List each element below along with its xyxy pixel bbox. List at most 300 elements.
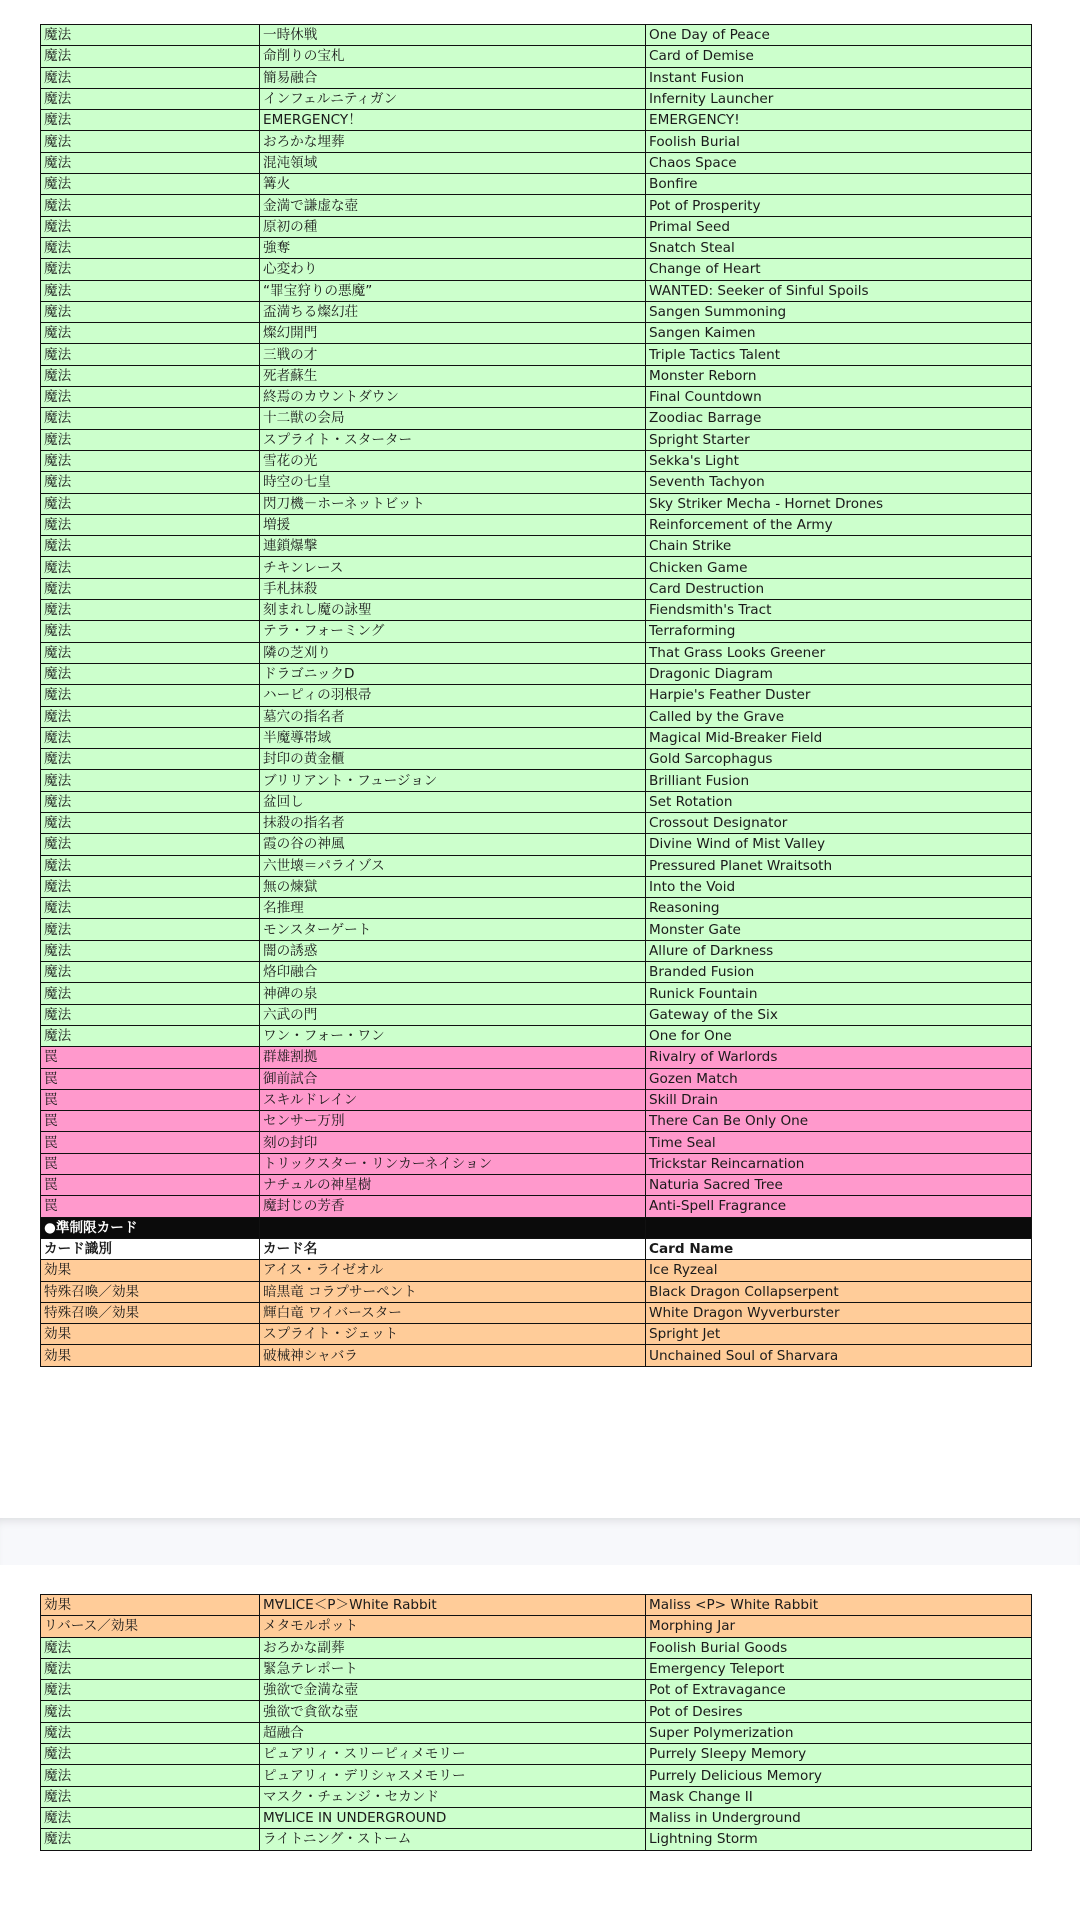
card-type-cell: 罠 <box>41 1111 260 1132</box>
card-name-en-cell: Foolish Burial <box>646 131 1032 152</box>
card-name-en-cell: Gold Sarcophagus <box>646 749 1032 770</box>
card-name-jp-cell: 閃刀機－ホーネットビット <box>260 493 646 514</box>
card-name-en-cell: Change of Heart <box>646 259 1032 280</box>
card-name-en-cell: Lightning Storm <box>646 1829 1032 1850</box>
table-row <box>41 1807 1032 1828</box>
card-type-cell: 魔法 <box>41 1658 260 1679</box>
card-type-cell: 魔法 <box>41 706 260 727</box>
card-name-jp-cell: 死者蘇生 <box>260 365 646 386</box>
card-type-cell: 魔法 <box>41 898 260 919</box>
card-name-en-cell: Card of Demise <box>646 46 1032 67</box>
table-row <box>41 1786 1032 1807</box>
card-name-jp-cell: カード名 <box>260 1238 646 1259</box>
card-type-cell: 罠 <box>41 1089 260 1110</box>
card-name-jp-cell: ワン・フォー・ワン <box>260 1025 646 1046</box>
card-name-jp-cell <box>260 1217 646 1238</box>
card-type-cell: 魔法 <box>41 67 260 88</box>
card-type-cell: 魔法 <box>41 259 260 280</box>
card-name-jp-cell: 手札抹殺 <box>260 578 646 599</box>
card-name-en-cell: Final Countdown <box>646 387 1032 408</box>
card-type-cell: 魔法 <box>41 834 260 855</box>
card-type-cell: 魔法 <box>41 450 260 471</box>
card-type-cell: 罠 <box>41 1047 260 1068</box>
card-type-cell: 魔法 <box>41 791 260 812</box>
table-row <box>41 365 1032 386</box>
card-name-jp-cell: EMERGENCY！ <box>260 110 646 131</box>
card-name-jp-cell: マスク・チェンジ・セカンド <box>260 1786 646 1807</box>
card-name-en-cell: Card Destruction <box>646 578 1032 599</box>
table-row <box>41 621 1032 642</box>
card-name-en-cell: Chain Strike <box>646 536 1032 557</box>
card-name-en-cell: Snatch Steal <box>646 237 1032 258</box>
card-name-jp-cell: スプライト・スターター <box>260 429 646 450</box>
card-name-en-cell: There Can Be Only One <box>646 1111 1032 1132</box>
card-type-cell: 魔法 <box>41 88 260 109</box>
card-name-en-cell: Divine Wind of Mist Valley <box>646 834 1032 855</box>
card-name-en-cell: Crossout Designator <box>646 812 1032 833</box>
card-name-jp-cell: M∀LICE IN UNDERGROUND <box>260 1807 646 1828</box>
card-name-en-cell: Pot of Extravagance <box>646 1680 1032 1701</box>
table-row <box>41 67 1032 88</box>
card-name-en-cell: Skill Drain <box>646 1089 1032 1110</box>
table-row <box>41 152 1032 173</box>
card-type-cell: 魔法 <box>41 174 260 195</box>
card-type-cell: カード識別 <box>41 1238 260 1259</box>
card-name-en-cell: Reinforcement of the Army <box>646 514 1032 535</box>
card-name-jp-cell: おろかな副葬 <box>260 1637 646 1658</box>
card-name-jp-cell: 連鎖爆撃 <box>260 536 646 557</box>
table-row <box>41 1324 1032 1345</box>
table-row <box>41 940 1032 961</box>
card-name-en-cell: Terraforming <box>646 621 1032 642</box>
card-name-jp-cell: ナチュルの神星樹 <box>260 1175 646 1196</box>
card-type-cell: ●準制限カード <box>41 1217 260 1238</box>
card-type-cell: 罠 <box>41 1132 260 1153</box>
table-row <box>41 1637 1032 1658</box>
card-name-jp-cell: 名推理 <box>260 898 646 919</box>
table-row <box>41 1658 1032 1679</box>
card-type-cell: 魔法 <box>41 110 260 131</box>
card-name-jp-cell: “罪宝狩りの悪魔” <box>260 280 646 301</box>
card-name-en-cell: Morphing Jar <box>646 1616 1032 1637</box>
table-row <box>41 1616 1032 1637</box>
card-name-en-cell: One Day of Peace <box>646 25 1032 46</box>
card-list-body <box>41 25 1032 1367</box>
card-type-cell: 魔法 <box>41 962 260 983</box>
card-type-cell: 魔法 <box>41 493 260 514</box>
table-row <box>41 770 1032 791</box>
table-row <box>41 1680 1032 1701</box>
card-name-en-cell: Mask Change II <box>646 1786 1032 1807</box>
card-name-en-cell: Brilliant Fusion <box>646 770 1032 791</box>
card-name-en-cell: Naturia Sacred Tree <box>646 1175 1032 1196</box>
card-name-en-cell: WANTED: Seeker of Sinful Spoils <box>646 280 1032 301</box>
table-row <box>41 1196 1032 1217</box>
card-list-table <box>40 24 1032 1367</box>
card-type-cell: 魔法 <box>41 514 260 535</box>
limited-list-page-2 <box>40 1594 1031 1851</box>
table-header-row <box>41 1238 1032 1259</box>
card-type-cell: 罠 <box>41 1068 260 1089</box>
table-row <box>41 919 1032 940</box>
card-name-jp-cell: 六世壊＝パライゾス <box>260 855 646 876</box>
table-row <box>41 387 1032 408</box>
table-row <box>41 174 1032 195</box>
card-type-cell: 魔法 <box>41 131 260 152</box>
card-name-jp-cell: 増援 <box>260 514 646 535</box>
card-name-en-cell: Rivalry of Warlords <box>646 1047 1032 1068</box>
card-name-en-cell: Foolish Burial Goods <box>646 1637 1032 1658</box>
card-name-jp-cell: 神碑の泉 <box>260 983 646 1004</box>
card-name-en-cell: Zoodiac Barrage <box>646 408 1032 429</box>
card-name-en-cell <box>646 1217 1032 1238</box>
card-type-cell: 魔法 <box>41 770 260 791</box>
table-row <box>41 450 1032 471</box>
card-name-en-cell: Bonfire <box>646 174 1032 195</box>
card-name-jp-cell: 魔封じの芳香 <box>260 1196 646 1217</box>
table-row <box>41 834 1032 855</box>
card-type-cell: 魔法 <box>41 280 260 301</box>
card-name-en-cell: Super Polymerization <box>646 1722 1032 1743</box>
card-name-en-cell: Maliss <P> White Rabbit <box>646 1595 1032 1616</box>
table-row <box>41 1701 1032 1722</box>
table-row <box>41 1025 1032 1046</box>
table-row <box>41 195 1032 216</box>
card-type-cell: 魔法 <box>41 621 260 642</box>
card-name-en-cell: Set Rotation <box>646 791 1032 812</box>
table-row <box>41 898 1032 919</box>
table-row <box>41 536 1032 557</box>
card-name-jp-cell: 三戦の才 <box>260 344 646 365</box>
table-row <box>41 472 1032 493</box>
page-separator <box>0 1518 1080 1565</box>
table-row <box>41 110 1032 131</box>
card-name-jp-cell: 雪花の光 <box>260 450 646 471</box>
card-type-cell: 魔法 <box>41 1025 260 1046</box>
card-name-jp-cell: 盆回し <box>260 791 646 812</box>
card-name-jp-cell: 時空の七皇 <box>260 472 646 493</box>
card-type-cell: 罠 <box>41 1153 260 1174</box>
card-name-jp-cell: 六武の門 <box>260 1004 646 1025</box>
card-type-cell: 魔法 <box>41 429 260 450</box>
table-row <box>41 685 1032 706</box>
card-type-cell: 魔法 <box>41 1765 260 1786</box>
card-name-en-cell: Spright Jet <box>646 1324 1032 1345</box>
card-name-jp-cell: 闇の誘惑 <box>260 940 646 961</box>
table-row <box>41 1068 1032 1089</box>
card-type-cell: 罠 <box>41 1196 260 1217</box>
card-type-cell: 効果 <box>41 1260 260 1281</box>
card-name-jp-cell: 烙印融合 <box>260 962 646 983</box>
card-name-jp-cell: 燦幻開門 <box>260 323 646 344</box>
card-type-cell: 魔法 <box>41 1807 260 1828</box>
card-name-jp-cell: 命削りの宝札 <box>260 46 646 67</box>
table-row <box>41 493 1032 514</box>
card-name-en-cell: Sangen Kaimen <box>646 323 1032 344</box>
card-name-jp-cell: メタモルポット <box>260 1616 646 1637</box>
table-row <box>41 1132 1032 1153</box>
table-row <box>41 578 1032 599</box>
table-row <box>41 1089 1032 1110</box>
limited-list-page-1 <box>40 24 1031 1367</box>
card-name-jp-cell: ドラゴニックD <box>260 663 646 684</box>
card-name-en-cell: Card Name <box>646 1238 1032 1259</box>
card-name-jp-cell: 御前試合 <box>260 1068 646 1089</box>
table-row <box>41 88 1032 109</box>
card-type-cell: 効果 <box>41 1345 260 1366</box>
card-type-cell: 魔法 <box>41 1786 260 1807</box>
card-name-jp-cell: 終焉のカウントダウン <box>260 387 646 408</box>
table-row <box>41 1345 1032 1366</box>
card-name-jp-cell: 強欲で貪欲な壺 <box>260 1701 646 1722</box>
card-type-cell: リバース／効果 <box>41 1616 260 1637</box>
table-row <box>41 46 1032 67</box>
card-name-en-cell: Runick Fountain <box>646 983 1032 1004</box>
table-row <box>41 429 1032 450</box>
card-list-body <box>41 1595 1032 1851</box>
card-type-cell: 魔法 <box>41 1722 260 1743</box>
table-row <box>41 408 1032 429</box>
card-type-cell: 魔法 <box>41 919 260 940</box>
card-name-jp-cell: 破械神シャバラ <box>260 1345 646 1366</box>
card-name-en-cell: Sky Striker Mecha - Hornet Drones <box>646 493 1032 514</box>
table-row <box>41 557 1032 578</box>
card-name-en-cell: Allure of Darkness <box>646 940 1032 961</box>
table-row <box>41 1281 1032 1302</box>
table-row <box>41 1765 1032 1786</box>
card-name-jp-cell: トリックスター・リンカーネイション <box>260 1153 646 1174</box>
card-type-cell: 魔法 <box>41 940 260 961</box>
card-name-en-cell: Into the Void <box>646 876 1032 897</box>
card-name-en-cell: Sekka's Light <box>646 450 1032 471</box>
table-row <box>41 216 1032 237</box>
card-type-cell: 魔法 <box>41 855 260 876</box>
table-row <box>41 663 1032 684</box>
card-name-en-cell: Time Seal <box>646 1132 1032 1153</box>
card-name-jp-cell: 金満で謙虚な壺 <box>260 195 646 216</box>
card-type-cell: 特殊召喚／効果 <box>41 1281 260 1302</box>
card-name-jp-cell: ピュアリィ・デリシャスメモリー <box>260 1765 646 1786</box>
card-name-jp-cell: 混沌領域 <box>260 152 646 173</box>
card-name-jp-cell: 輝白竜 ワイバースター <box>260 1302 646 1323</box>
card-name-jp-cell: 霞の谷の神風 <box>260 834 646 855</box>
card-type-cell: 魔法 <box>41 387 260 408</box>
card-type-cell: 魔法 <box>41 1004 260 1025</box>
card-type-cell: 魔法 <box>41 1680 260 1701</box>
card-name-en-cell: Gozen Match <box>646 1068 1032 1089</box>
card-type-cell: 魔法 <box>41 1637 260 1658</box>
table-row <box>41 301 1032 322</box>
card-name-jp-cell: ハーピィの羽根帚 <box>260 685 646 706</box>
card-name-en-cell: Emergency Teleport <box>646 1658 1032 1679</box>
card-name-jp-cell: 墓穴の指名者 <box>260 706 646 727</box>
table-row <box>41 259 1032 280</box>
card-name-en-cell: Pot of Desires <box>646 1701 1032 1722</box>
card-type-cell: 魔法 <box>41 727 260 748</box>
table-row <box>41 962 1032 983</box>
card-name-en-cell: Infernity Launcher <box>646 88 1032 109</box>
card-name-en-cell: One for One <box>646 1025 1032 1046</box>
card-name-en-cell: Purrely Sleepy Memory <box>646 1744 1032 1765</box>
card-type-cell: 魔法 <box>41 876 260 897</box>
card-type-cell: 効果 <box>41 1324 260 1345</box>
card-type-cell: 魔法 <box>41 472 260 493</box>
card-name-en-cell: Fiendsmith's Tract <box>646 600 1032 621</box>
card-type-cell: 魔法 <box>41 408 260 429</box>
card-name-en-cell: Dragonic Diagram <box>646 663 1032 684</box>
card-name-en-cell: Chicken Game <box>646 557 1032 578</box>
card-name-jp-cell: 群雄割拠 <box>260 1047 646 1068</box>
card-type-cell: 効果 <box>41 1595 260 1616</box>
card-name-jp-cell: スキルドレイン <box>260 1089 646 1110</box>
table-row <box>41 876 1032 897</box>
card-type-cell: 魔法 <box>41 557 260 578</box>
card-name-jp-cell: 緊急テレポート <box>260 1658 646 1679</box>
card-name-jp-cell: 刻の封印 <box>260 1132 646 1153</box>
card-type-cell: 魔法 <box>41 642 260 663</box>
table-row <box>41 1153 1032 1174</box>
card-name-en-cell: Reasoning <box>646 898 1032 919</box>
table-row <box>41 1047 1032 1068</box>
card-name-jp-cell: ピュアリィ・スリーピィメモリー <box>260 1744 646 1765</box>
table-row <box>41 1595 1032 1616</box>
card-name-jp-cell: 暗黒竜 コラプサーペント <box>260 1281 646 1302</box>
card-name-en-cell: Trickstar Reincarnation <box>646 1153 1032 1174</box>
table-row <box>41 727 1032 748</box>
card-name-en-cell: EMERGENCY! <box>646 110 1032 131</box>
card-name-jp-cell: 盃満ちる燦幻荘 <box>260 301 646 322</box>
card-name-jp-cell: 超融合 <box>260 1722 646 1743</box>
card-name-en-cell: Monster Gate <box>646 919 1032 940</box>
card-type-cell: 魔法 <box>41 216 260 237</box>
card-name-jp-cell: 隣の芝刈り <box>260 642 646 663</box>
card-name-en-cell: Black Dragon Collapserpent <box>646 1281 1032 1302</box>
card-name-en-cell: Gateway of the Six <box>646 1004 1032 1025</box>
card-type-cell: 魔法 <box>41 1701 260 1722</box>
card-name-en-cell: Monster Reborn <box>646 365 1032 386</box>
table-row <box>41 1829 1032 1850</box>
card-type-cell: 魔法 <box>41 365 260 386</box>
table-row <box>41 1175 1032 1196</box>
table-row <box>41 25 1032 46</box>
card-name-jp-cell: 篝火 <box>260 174 646 195</box>
card-name-jp-cell: おろかな埋葬 <box>260 131 646 152</box>
card-type-cell: 魔法 <box>41 749 260 770</box>
card-name-en-cell: Seventh Tachyon <box>646 472 1032 493</box>
table-row <box>41 1260 1032 1281</box>
card-name-jp-cell: M∀LICE＜P＞White Rabbit <box>260 1595 646 1616</box>
card-name-jp-cell: スプライト・ジェット <box>260 1324 646 1345</box>
card-type-cell: 魔法 <box>41 1744 260 1765</box>
card-name-en-cell: Chaos Space <box>646 152 1032 173</box>
table-row <box>41 1744 1032 1765</box>
table-row <box>41 1111 1032 1132</box>
card-name-jp-cell: モンスターゲート <box>260 919 646 940</box>
card-type-cell: 魔法 <box>41 152 260 173</box>
card-type-cell: 魔法 <box>41 685 260 706</box>
card-name-en-cell: Pressured Planet Wraitsoth <box>646 855 1032 876</box>
card-name-jp-cell: インフェルニティガン <box>260 88 646 109</box>
table-row <box>41 237 1032 258</box>
card-name-jp-cell: センサー万別 <box>260 1111 646 1132</box>
card-name-jp-cell: 原初の種 <box>260 216 646 237</box>
table-row <box>41 983 1032 1004</box>
card-name-jp-cell: 刻まれし魔の詠聖 <box>260 600 646 621</box>
card-name-en-cell: Primal Seed <box>646 216 1032 237</box>
card-name-en-cell: Branded Fusion <box>646 962 1032 983</box>
table-row <box>41 280 1032 301</box>
card-type-cell: 魔法 <box>41 600 260 621</box>
card-type-cell: 魔法 <box>41 25 260 46</box>
card-type-cell: 魔法 <box>41 663 260 684</box>
table-row <box>41 323 1032 344</box>
card-name-en-cell: Instant Fusion <box>646 67 1032 88</box>
table-row <box>41 855 1032 876</box>
card-type-cell: 魔法 <box>41 301 260 322</box>
card-name-en-cell: Spright Starter <box>646 429 1032 450</box>
card-name-jp-cell: ライトニング・ストーム <box>260 1829 646 1850</box>
table-row <box>41 131 1032 152</box>
card-name-jp-cell: チキンレース <box>260 557 646 578</box>
card-type-cell: 魔法 <box>41 578 260 599</box>
card-name-en-cell: Unchained Soul of Sharvara <box>646 1345 1032 1366</box>
card-name-jp-cell: アイス・ライゼオル <box>260 1260 646 1281</box>
card-name-jp-cell: 半魔導帯域 <box>260 727 646 748</box>
table-row <box>41 706 1032 727</box>
card-name-en-cell: That Grass Looks Greener <box>646 642 1032 663</box>
card-type-cell: 魔法 <box>41 323 260 344</box>
card-name-en-cell: Ice Ryzeal <box>646 1260 1032 1281</box>
card-type-cell: 魔法 <box>41 195 260 216</box>
table-row <box>41 791 1032 812</box>
section-heading-row <box>41 1217 1032 1238</box>
card-name-jp-cell: 抹殺の指名者 <box>260 812 646 833</box>
card-type-cell: 魔法 <box>41 237 260 258</box>
card-name-jp-cell: 無の煉獄 <box>260 876 646 897</box>
card-type-cell: 魔法 <box>41 344 260 365</box>
card-name-jp-cell: ブリリアント・フュージョン <box>260 770 646 791</box>
card-name-en-cell: Magical Mid-Breaker Field <box>646 727 1032 748</box>
table-row <box>41 600 1032 621</box>
card-name-en-cell: Maliss in Underground <box>646 1807 1032 1828</box>
card-name-jp-cell: 封印の黄金櫃 <box>260 749 646 770</box>
card-name-jp-cell: テラ・フォーミング <box>260 621 646 642</box>
card-name-jp-cell: 一時休戦 <box>260 25 646 46</box>
card-name-en-cell: White Dragon Wyverburster <box>646 1302 1032 1323</box>
card-type-cell: 魔法 <box>41 983 260 1004</box>
card-type-cell: 魔法 <box>41 536 260 557</box>
card-name-jp-cell: 心変わり <box>260 259 646 280</box>
table-row <box>41 514 1032 535</box>
card-name-en-cell: Called by the Grave <box>646 706 1032 727</box>
card-name-en-cell: Purrely Delicious Memory <box>646 1765 1032 1786</box>
table-row <box>41 1302 1032 1323</box>
card-name-jp-cell: 強奪 <box>260 237 646 258</box>
card-type-cell: 魔法 <box>41 812 260 833</box>
card-name-en-cell: Sangen Summoning <box>646 301 1032 322</box>
table-row <box>41 749 1032 770</box>
card-type-cell: 魔法 <box>41 1829 260 1850</box>
table-row <box>41 642 1032 663</box>
card-name-jp-cell: 十二獣の会局 <box>260 408 646 429</box>
card-name-en-cell: Harpie's Feather Duster <box>646 685 1032 706</box>
card-type-cell: 魔法 <box>41 46 260 67</box>
card-type-cell: 特殊召喚／効果 <box>41 1302 260 1323</box>
table-row <box>41 1004 1032 1025</box>
card-name-en-cell: Anti-Spell Fragrance <box>646 1196 1032 1217</box>
table-row <box>41 1722 1032 1743</box>
card-name-en-cell: Triple Tactics Talent <box>646 344 1032 365</box>
